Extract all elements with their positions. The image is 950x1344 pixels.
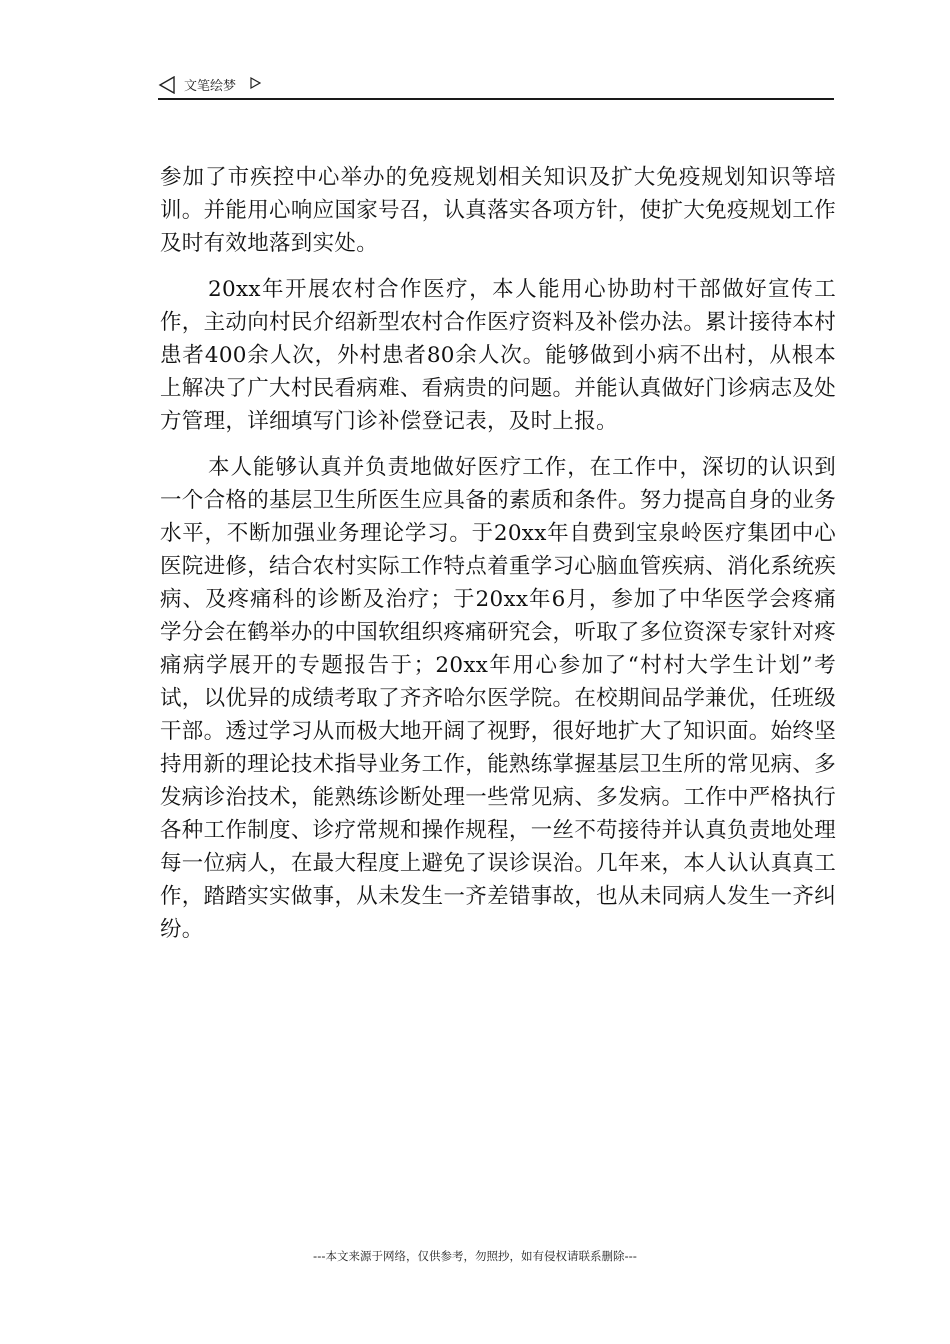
right-triangle-icon [250, 77, 261, 89]
paragraph-2: 20xx年开展农村合作医疗，本人能用心协助村干部做好宣传工作，主动向村民介绍新型农村合作医疗资料及补偿办法。累计接待本村患者400余人次，外村患者80余人次。能够做到小病不出村，从根本上解决了广大村民看病难、看病贵的问题。并能认真做好门诊病志及处方管理，详细填写门诊补偿登记表，及时上报。 [160, 277, 836, 434]
paragraph-1: 参加了市疾控中心举办的免疫规划相关知识及扩大免疫规划知识等培训。并能用心响应国家号召，认真落实各项方针，使扩大免疫规划工作及时有效地落到实处。 [160, 165, 836, 256]
page-header [158, 74, 834, 100]
paragraph-3: 本人能够认真并负责地做好医疗工作，在工作中，深切的认识到一个合格的基层卫生所医生应具备的素质和条件。努力提高自身的业务水平，不断加强业务理论学习。于20xx年自费到宝泉岭医疗集团中心医院进修，结合农村实际工作特点着重学习心脑血管疾病、消化系统疾病、及疼痛科的诊断及治疗；于20xx年6月，参加了中华医学会疼痛学分会在鹤举办的中国软组织疼痛研究会，听取了多位资深专家针对疼痛病学展开的专题报告于；20xx年用心参加了“村村大学生计划”考试，以优异的成绩考取了齐齐哈尔医学院。在校期间品学兼优，任班级干部。透过学习从而极大地开阔了视野，很好地扩大了知识面。始终坚持用新的理论技术指导业务工作，能熟练掌握基层卫生所的常见病、多发病诊治技术，能熟练诊断处理一些常见病、多发病。工作中严格执行各种工作制度、诊疗常规和操作规程，一丝不苟接待并认真负责地处理每一位病人，在最大程度上避免了误诊误治。几年来，本人认认真真工作，踏踏实实做事，从未发生一齐差错事故，也从未同病人发生一齐纠纷。 [160, 455, 836, 942]
left-triangle-icon [158, 76, 176, 94]
document-body [160, 161, 836, 959]
header-title: 文笔绘梦 [184, 79, 237, 94]
footer-disclaimer: ---本文来源于网络，仅供参考，勿照抄，如有侵权请联系删除--- [313, 1249, 637, 1263]
